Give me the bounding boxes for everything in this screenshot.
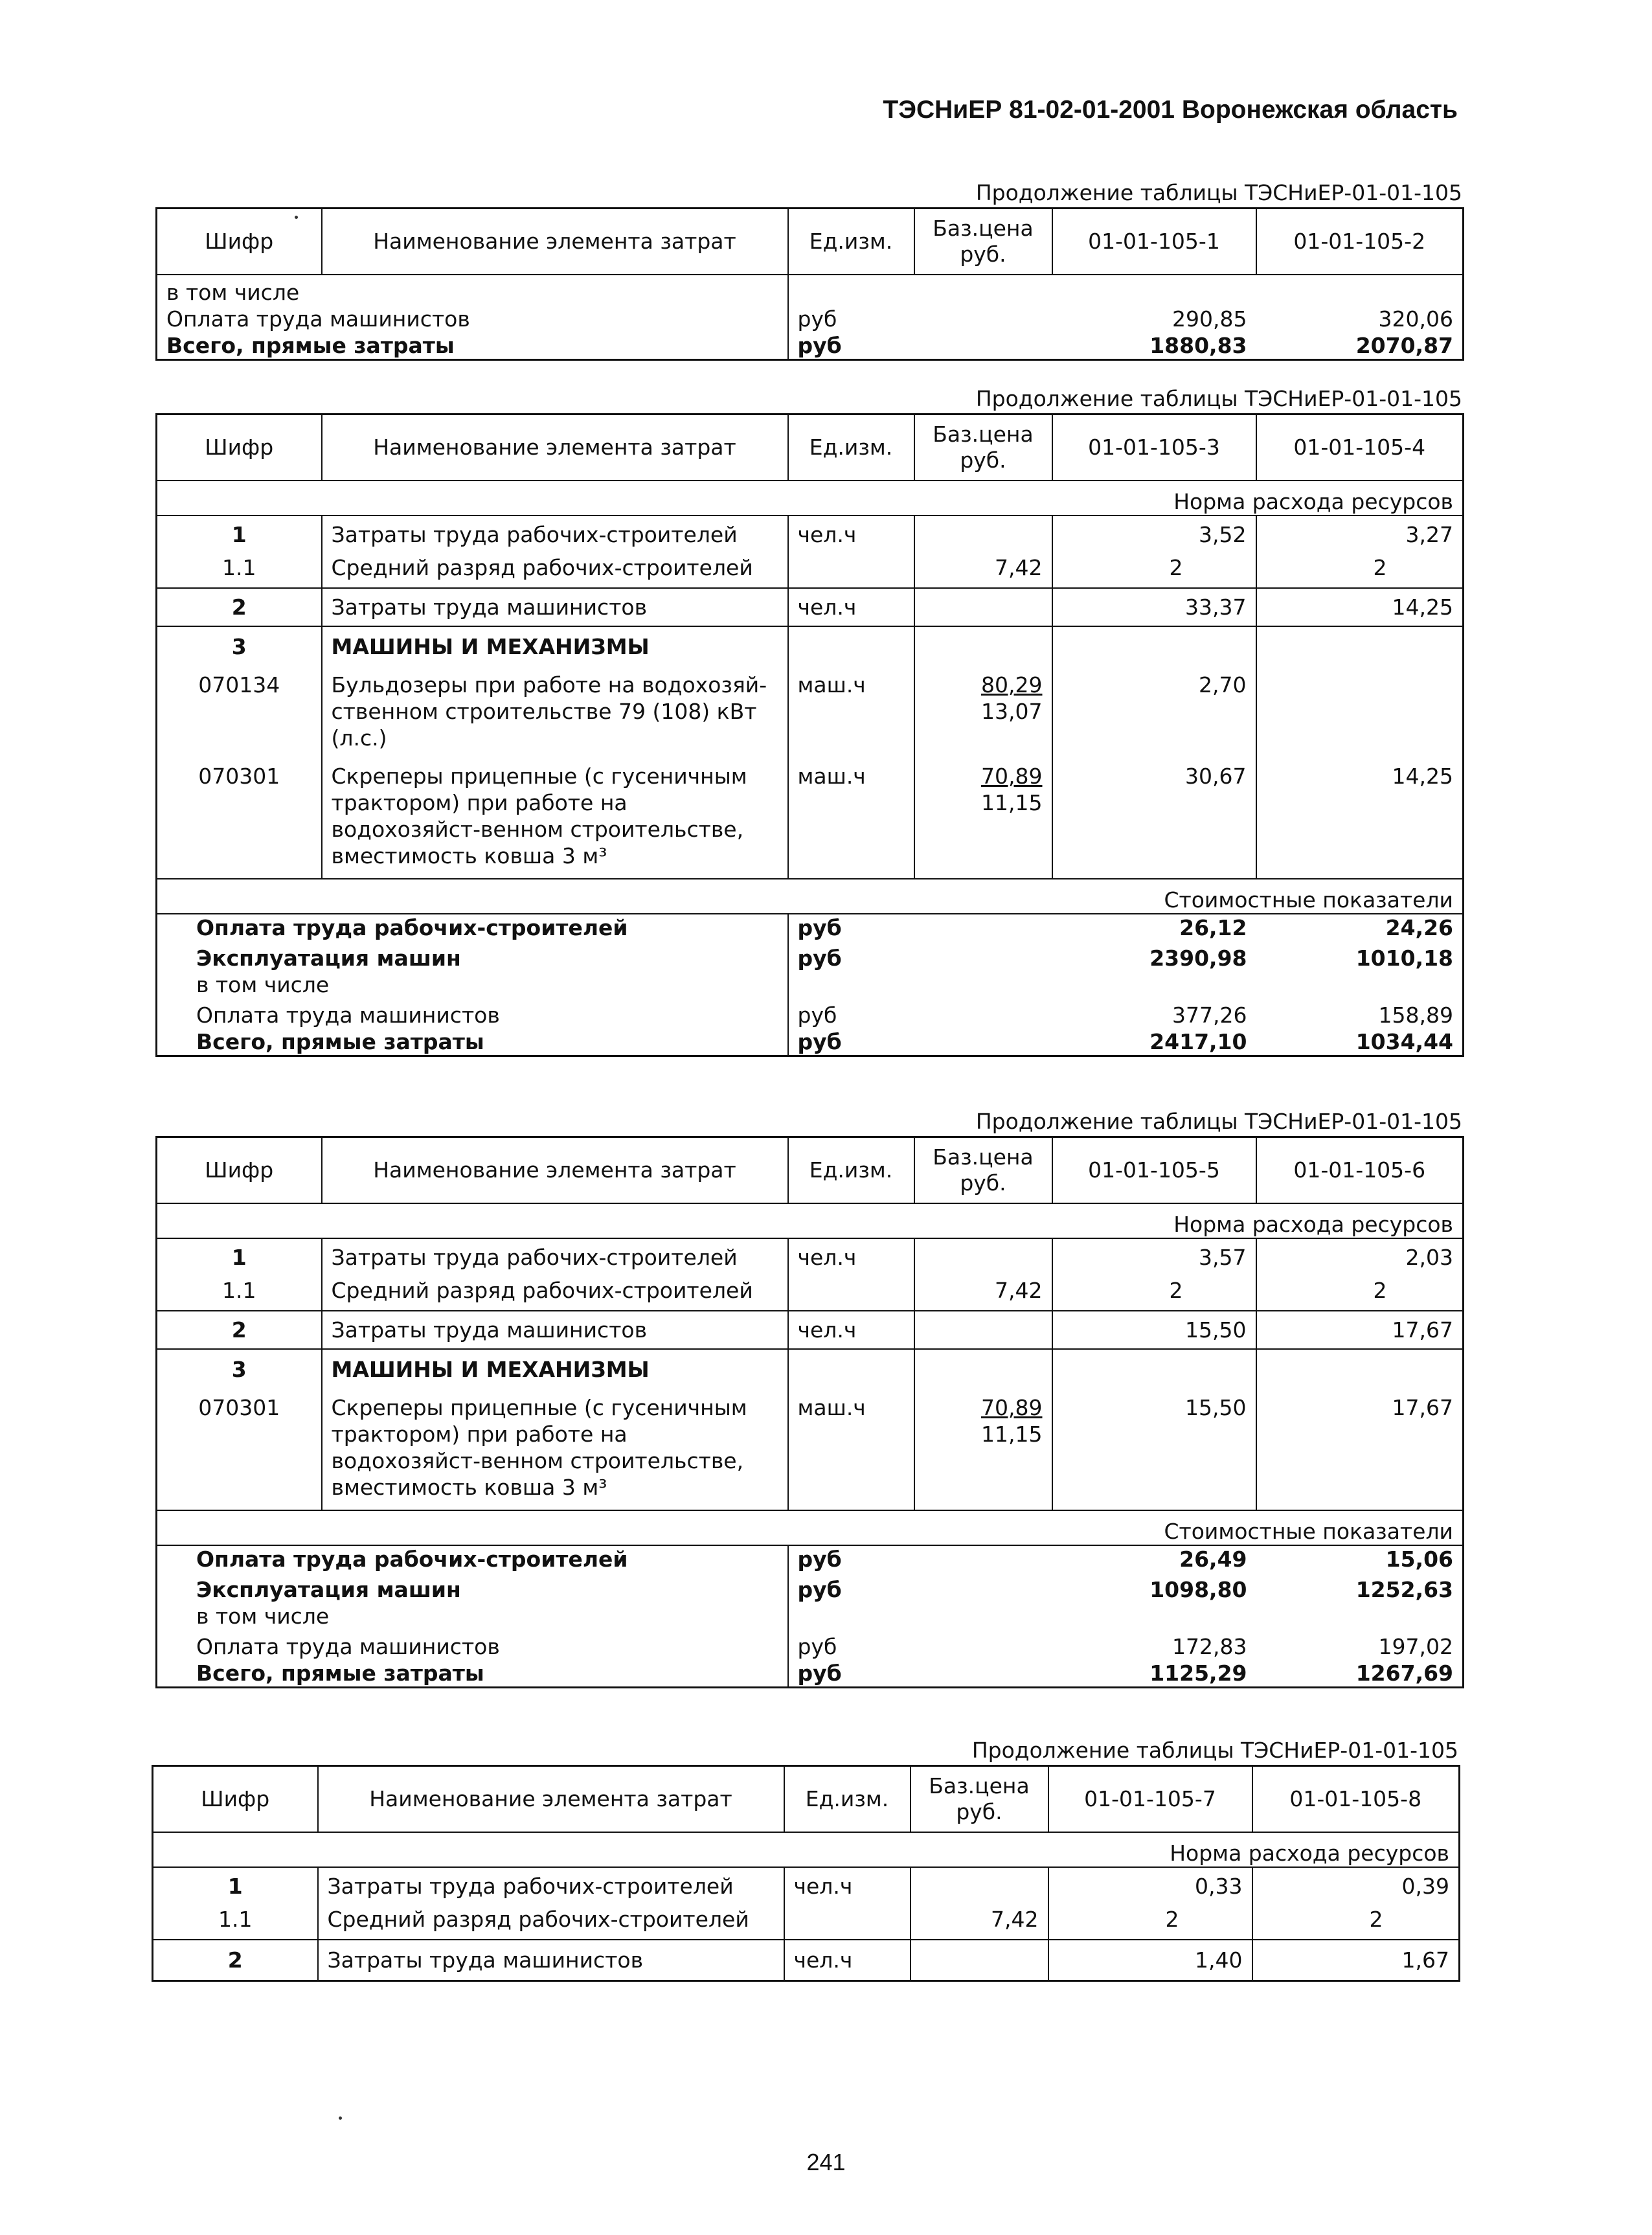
row-name: Средний разряд рабочих-строителей	[322, 548, 788, 588]
norm-section-title: Норма расхода ресурсов	[157, 481, 1464, 516]
col-unit-header: Ед.изм.	[788, 1137, 914, 1204]
table-row	[157, 332, 1464, 360]
row-code: 070301	[157, 1383, 322, 1510]
table-caption: Продолжение таблицы ТЭСНиЕР-01-01-105	[975, 180, 1462, 205]
section-row	[157, 481, 1464, 516]
row-name: Оплата труда рабочих-строителей	[196, 1547, 628, 1572]
row-name: Затраты труда рабочих-строителей	[322, 516, 788, 548]
row-code: 3	[157, 626, 322, 660]
row-price: 70,89	[981, 764, 1043, 789]
row-code: 1.1	[157, 548, 322, 588]
table-header-row	[157, 414, 1464, 481]
row-name: Средний разряд рабочих-строителей	[322, 1271, 788, 1311]
page-header-title: ТЭСНиЕР 81-02-01-2001 Воронежская область	[883, 96, 1458, 124]
table-row	[157, 516, 1464, 548]
col-code-header: Шифр	[153, 1766, 318, 1833]
row-value-1: 26,12	[1179, 915, 1247, 940]
row-name: Эксплуатация машин	[196, 946, 461, 971]
table-row	[153, 1867, 1460, 1900]
row-unit: руб	[788, 1028, 914, 1056]
row-price: 80,29	[981, 672, 1043, 698]
col-price-header: Баз.цена руб.	[914, 414, 1052, 481]
section-row	[157, 1510, 1464, 1545]
table-row	[157, 1629, 1464, 1660]
row-code: 070301	[157, 751, 322, 879]
row-unit: руб	[788, 1629, 914, 1660]
table-row	[153, 1940, 1460, 1981]
cost-section-title: Стоимостные показатели	[157, 879, 1464, 914]
row-price: 7,42	[914, 1271, 1052, 1311]
row-unit: руб	[788, 306, 914, 332]
col-1-header: 01-01-105-7	[1048, 1766, 1252, 1833]
row-value-2: 0,39	[1252, 1867, 1460, 1900]
row-value-1: 30,67	[1052, 751, 1256, 879]
row-value-1: 2,70	[1052, 660, 1256, 751]
row-name: МАШИНЫ И МЕХАНИЗМЫ	[322, 1349, 788, 1383]
row-value-2: 197,02	[1378, 1634, 1453, 1659]
col-price-header: Баз.цена руб.	[914, 1137, 1052, 1204]
row-name: Затраты труда машинистов	[322, 1311, 788, 1349]
row-name: Затраты труда рабочих-строителей	[322, 1238, 788, 1271]
table-row	[157, 548, 1464, 588]
table-row	[157, 1660, 1464, 1688]
row-code: 2	[157, 1311, 322, 1349]
row-value-2	[1256, 660, 1464, 751]
section-row	[157, 879, 1464, 914]
norms-table-4	[152, 1765, 1460, 1982]
row-unit: руб	[788, 1572, 914, 1603]
row-price-secondary: 11,15	[981, 790, 1043, 815]
row-code: 1	[153, 1867, 318, 1900]
col-2-header: 01-01-105-6	[1256, 1137, 1464, 1204]
table-row	[157, 1349, 1464, 1383]
table-caption: Продолжение таблицы ТЭСНиЕР-01-01-105	[975, 386, 1462, 411]
section-row	[153, 1832, 1460, 1867]
row-code: 1.1	[153, 1900, 318, 1940]
table-row	[157, 306, 1464, 332]
row-value-2: 2,03	[1256, 1238, 1464, 1271]
row-value-1: 290,85	[1172, 306, 1247, 332]
row-value-2: 1010,18	[1355, 946, 1453, 971]
col-price-header: Баз.цена руб.	[914, 209, 1052, 275]
row-unit: чел.ч	[788, 1238, 914, 1271]
row-unit: руб	[788, 998, 914, 1028]
row-name: Оплата труда машинистов	[166, 306, 470, 332]
row-unit: маш.ч	[788, 751, 914, 879]
row-name: МАШИНЫ И МЕХАНИЗМЫ	[322, 626, 788, 660]
row-name: в том числе	[196, 1604, 330, 1629]
row-name: Всего, прямые затраты	[196, 1661, 484, 1686]
row-unit: руб	[788, 941, 914, 971]
row-value-2: 24,26	[1385, 915, 1453, 940]
row-unit: чел.ч	[788, 516, 914, 548]
row-name: Всего, прямые затраты	[196, 1029, 484, 1054]
table-caption: Продолжение таблицы ТЭСНиЕР-01-01-105	[971, 1738, 1458, 1763]
cost-section-title: Стоимостные показатели	[157, 1510, 1464, 1545]
norm-section-title: Норма расхода ресурсов	[153, 1832, 1460, 1867]
col-name-header: Наименование элемента затрат	[322, 1137, 788, 1204]
scan-speck	[339, 2116, 342, 2120]
row-code: 2	[157, 588, 322, 626]
table-row	[157, 275, 1464, 306]
row-code: 1	[157, 1238, 322, 1271]
row-unit: чел.ч	[788, 588, 914, 626]
row-value-2: 2	[1252, 1900, 1460, 1940]
row-value-1: 1098,80	[1149, 1577, 1247, 1602]
row-value-2: 320,06	[1378, 306, 1453, 332]
norms-table-2	[155, 413, 1464, 1057]
row-name: Средний разряд рабочих-строителей	[318, 1900, 784, 1940]
row-value-2: 2070,87	[1355, 333, 1453, 358]
row-value-2: 15,06	[1385, 1547, 1453, 1572]
col-2-header: 01-01-105-8	[1252, 1766, 1460, 1833]
row-value-1: 2	[1052, 548, 1256, 588]
table-row	[157, 941, 1464, 971]
row-value-2: 1267,69	[1355, 1661, 1453, 1686]
col-1-header: 01-01-105-3	[1052, 414, 1256, 481]
row-price-secondary: 13,07	[981, 699, 1043, 724]
row-value-1: 377,26	[1172, 1003, 1247, 1028]
table-row	[157, 1603, 1464, 1629]
page-number: 241	[806, 2149, 846, 2175]
table-row	[157, 971, 1464, 998]
table-row	[157, 914, 1464, 941]
row-code: 3	[157, 1349, 322, 1383]
row-name: Затраты труда машинистов	[318, 1940, 784, 1981]
row-value-2: 2	[1256, 548, 1464, 588]
row-unit: маш.ч	[788, 660, 914, 751]
table-row	[157, 1572, 1464, 1603]
table-row	[157, 626, 1464, 660]
section-row	[157, 1203, 1464, 1238]
row-name: в том числе	[196, 972, 330, 997]
row-name: Скреперы прицепные (с гусеничным трактором) при работе на водохозяйст-венном строительстве, вместимость ковша 3 м³	[322, 1383, 788, 1510]
row-name: в том числе	[166, 280, 300, 305]
row-price: 70,89	[981, 1395, 1043, 1420]
col-name-header: Наименование элемента затрат	[322, 414, 788, 481]
table-header-row	[157, 1137, 1464, 1204]
col-code-header: Шифр	[157, 209, 322, 275]
table-row	[157, 751, 1464, 879]
table-row	[157, 1271, 1464, 1311]
row-name: Оплата труда рабочих-строителей	[196, 915, 628, 940]
row-value-2: 14,25	[1256, 751, 1464, 879]
row-name: Эксплуатация машин	[196, 1577, 461, 1602]
col-code-header: Шифр	[157, 414, 322, 481]
row-value-1: 2390,98	[1149, 946, 1247, 971]
table-header-row	[153, 1766, 1460, 1833]
row-unit: чел.ч	[784, 1940, 911, 1981]
row-value-1: 15,50	[1052, 1311, 1256, 1349]
norm-section-title: Норма расхода ресурсов	[157, 1203, 1464, 1238]
row-value-2: 3,27	[1256, 516, 1464, 548]
row-unit: чел.ч	[788, 1311, 914, 1349]
row-value-2: 1034,44	[1355, 1029, 1453, 1054]
table-row	[157, 1545, 1464, 1572]
row-name: Оплата труда машинистов	[196, 1003, 500, 1028]
table-row	[157, 998, 1464, 1028]
row-value-2: 17,67	[1256, 1383, 1464, 1510]
col-1-header: 01-01-105-1	[1052, 209, 1256, 275]
row-value-1: 3,52	[1052, 516, 1256, 548]
row-price: 7,42	[911, 1900, 1048, 1940]
row-name: Оплата труда машинистов	[196, 1634, 500, 1659]
row-value-2: 14,25	[1256, 588, 1464, 626]
col-2-header: 01-01-105-4	[1256, 414, 1464, 481]
row-price: 7,42	[914, 548, 1052, 588]
col-unit-header: Ед.изм.	[788, 209, 914, 275]
table-row	[157, 588, 1464, 626]
col-name-header: Наименование элемента затрат	[322, 209, 788, 275]
row-value-1: 1125,29	[1149, 1661, 1247, 1686]
row-value-1: 1,40	[1048, 1940, 1252, 1981]
col-2-header: 01-01-105-2	[1256, 209, 1464, 275]
row-unit: руб	[788, 1660, 914, 1688]
row-value-1: 33,37	[1052, 588, 1256, 626]
row-name: Затраты труда рабочих-строителей	[318, 1867, 784, 1900]
col-price-header: Баз.цена руб.	[911, 1766, 1048, 1833]
table-row	[153, 1900, 1460, 1940]
row-unit: руб	[788, 914, 914, 941]
row-value-2: 158,89	[1378, 1003, 1453, 1028]
row-code: 070134	[157, 660, 322, 751]
row-value-2: 2	[1256, 1271, 1464, 1311]
norms-table-1	[155, 207, 1464, 361]
row-value-1: 2	[1052, 1271, 1256, 1311]
row-unit: маш.ч	[788, 1383, 914, 1510]
row-unit: руб	[788, 332, 914, 360]
col-unit-header: Ед.изм.	[788, 414, 914, 481]
row-name: Затраты труда машинистов	[322, 588, 788, 626]
col-code-header: Шифр	[157, 1137, 322, 1204]
row-value-1: 2417,10	[1149, 1029, 1247, 1054]
row-value-1: 15,50	[1052, 1383, 1256, 1510]
row-value-2: 1252,63	[1355, 1577, 1453, 1602]
row-value-1: 26,49	[1179, 1547, 1247, 1572]
norms-table-3	[155, 1136, 1464, 1688]
row-value-1: 172,83	[1172, 1634, 1247, 1659]
row-unit: чел.ч	[784, 1867, 911, 1900]
table-row	[157, 1383, 1464, 1510]
row-value-1: 0,33	[1048, 1867, 1252, 1900]
row-code: 2	[153, 1940, 318, 1981]
row-name: Скреперы прицепные (с гусеничным трактором) при работе на водохозяйст-венном строительстве, вместимость ковша 3 м³	[322, 751, 788, 879]
table-row	[157, 1028, 1464, 1056]
table-row	[157, 1311, 1464, 1349]
row-code: 1	[157, 516, 322, 548]
col-name-header: Наименование элемента затрат	[318, 1766, 784, 1833]
row-value-1: 2	[1048, 1900, 1252, 1940]
row-value-1: 1880,83	[1149, 333, 1247, 358]
row-code: 1.1	[157, 1271, 322, 1311]
row-unit: руб	[788, 1545, 914, 1572]
row-value-2: 17,67	[1256, 1311, 1464, 1349]
table-row	[157, 660, 1464, 751]
col-unit-header: Ед.изм.	[784, 1766, 911, 1833]
table-caption: Продолжение таблицы ТЭСНиЕР-01-01-105	[975, 1109, 1462, 1134]
col-1-header: 01-01-105-5	[1052, 1137, 1256, 1204]
table-row	[157, 1238, 1464, 1271]
row-value-1: 3,57	[1052, 1238, 1256, 1271]
row-name: Всего, прямые затраты	[166, 333, 455, 358]
row-value-2: 1,67	[1252, 1940, 1460, 1981]
table-header-row	[157, 209, 1464, 275]
row-name: Бульдозеры при работе на водохозяй-ственном строительстве 79 (108) кВт (л.с.)	[322, 660, 788, 751]
row-price-secondary: 11,15	[981, 1422, 1043, 1447]
